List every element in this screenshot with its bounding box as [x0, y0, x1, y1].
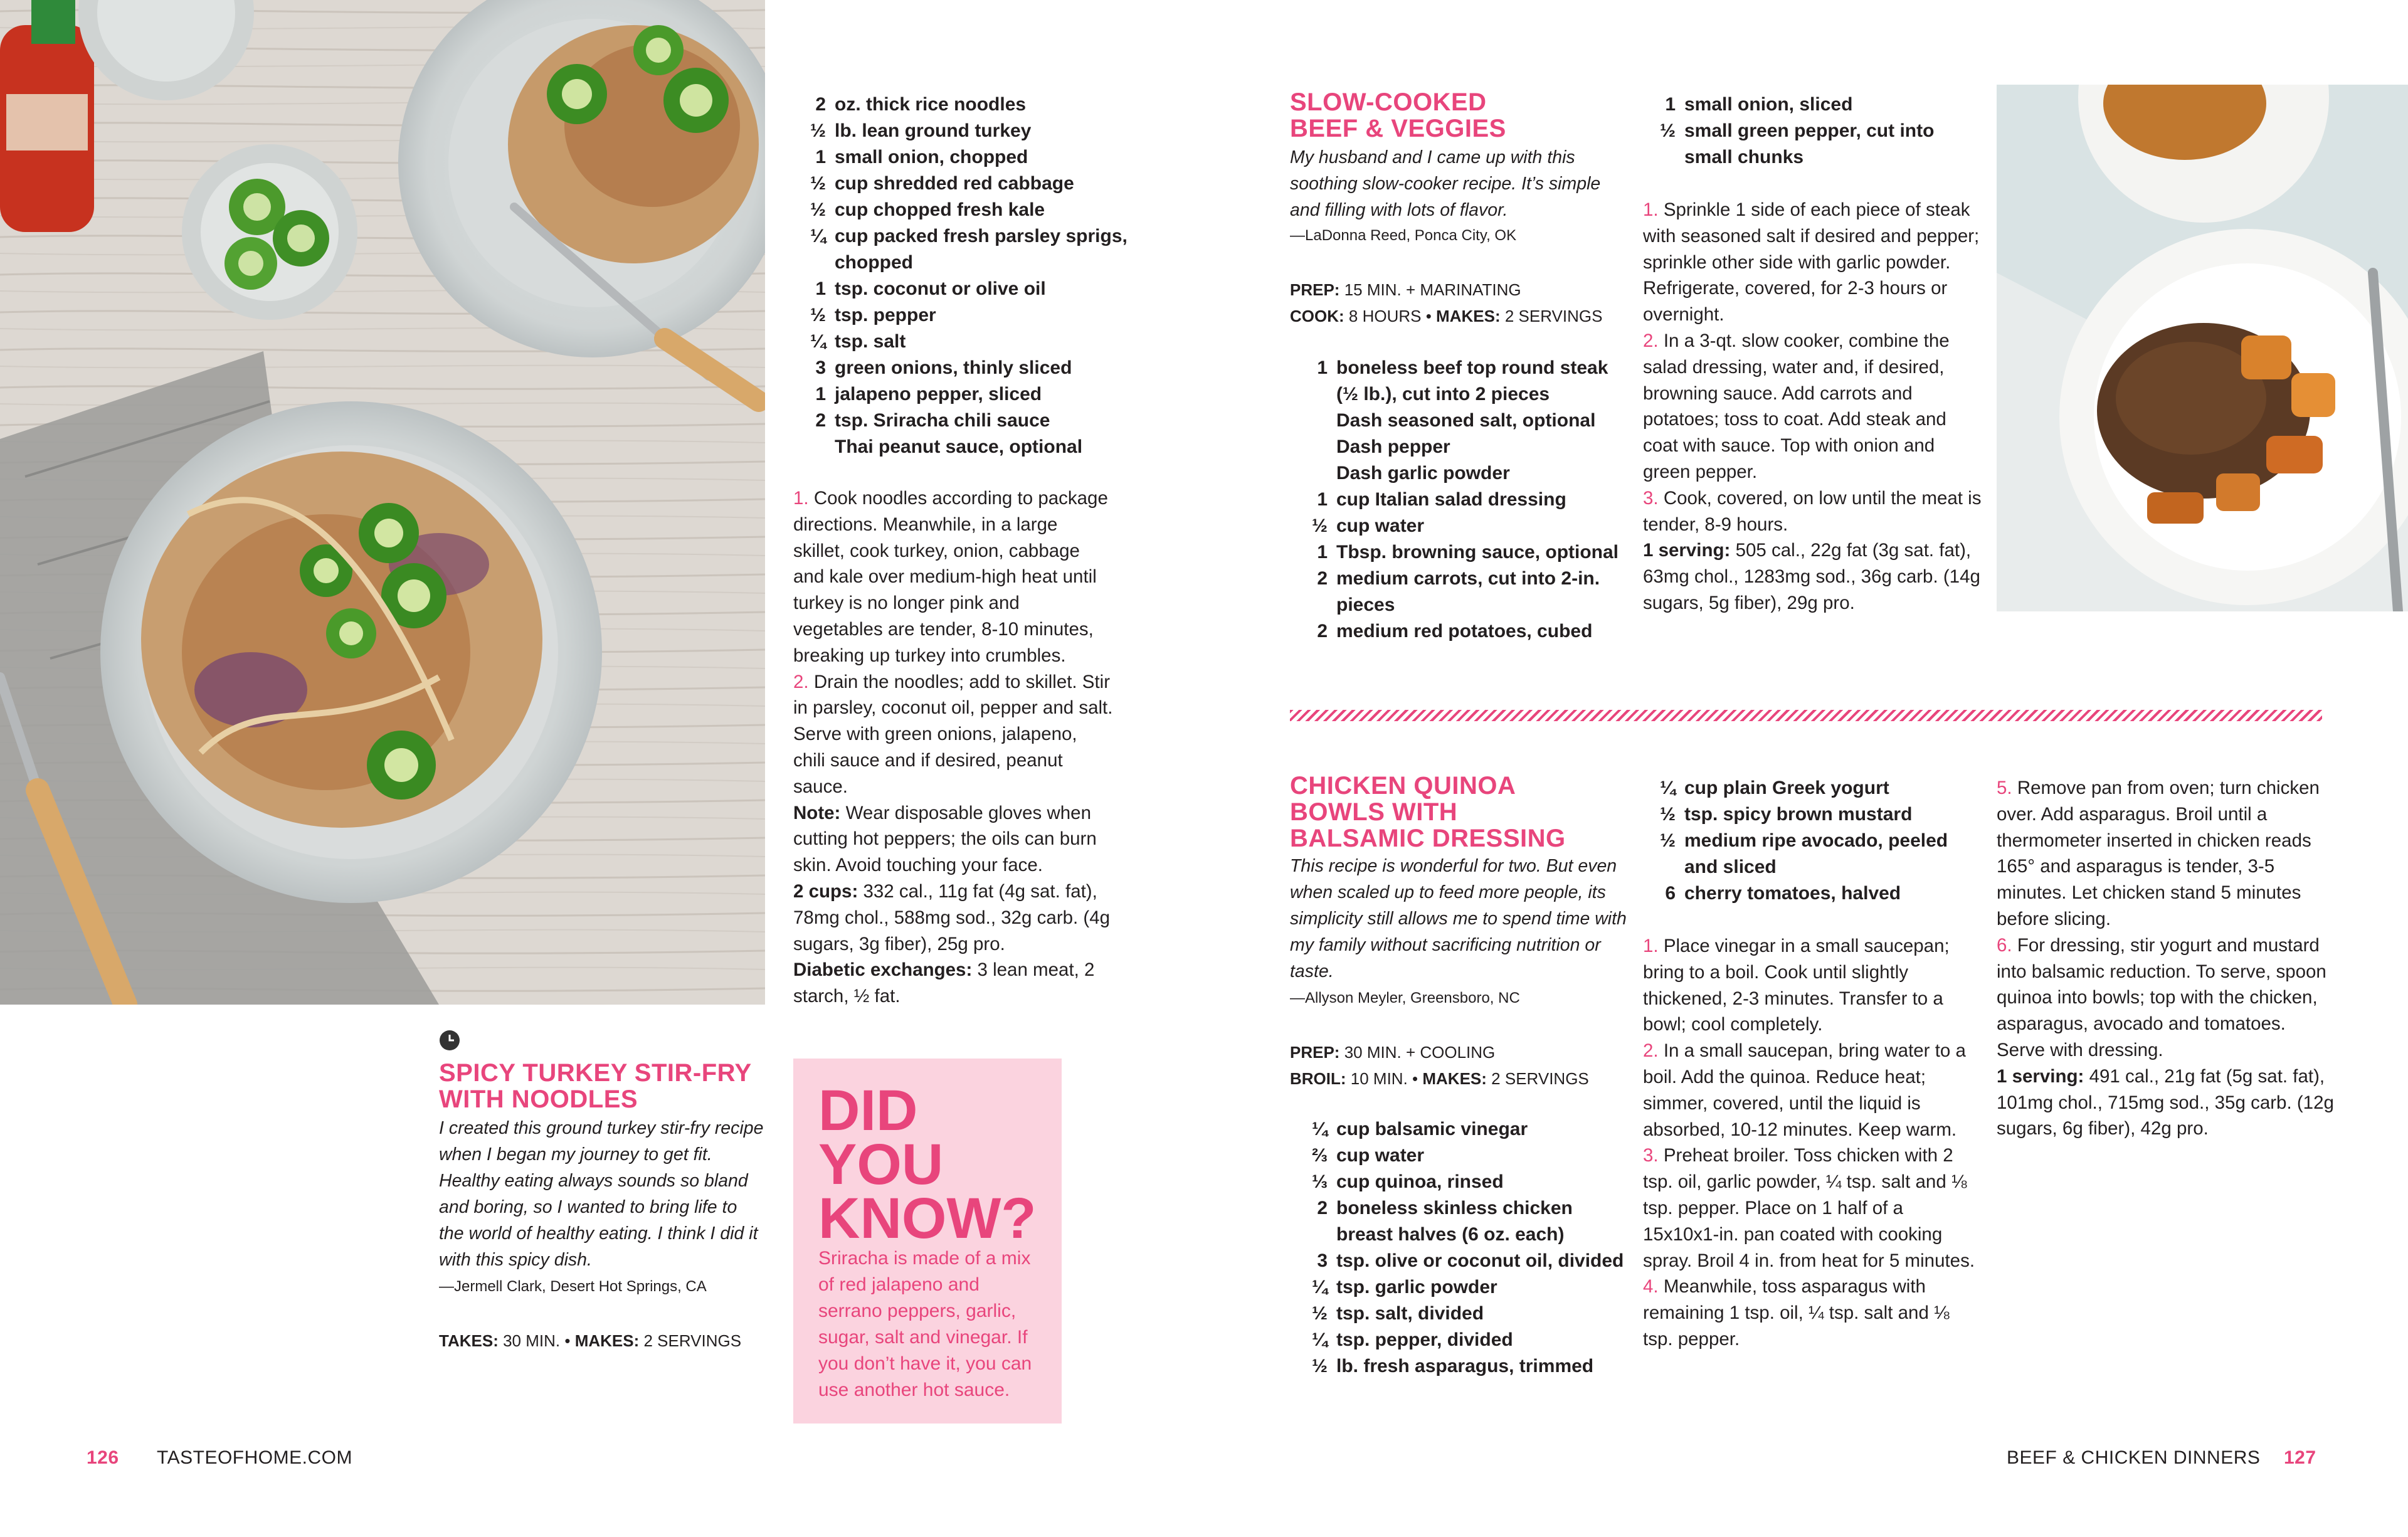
ingredient-row [1290, 1143, 1629, 1169]
ingredient-row [1643, 828, 1982, 880]
recipe3-ingredients [1290, 1116, 1629, 1380]
recipe3-ingredients-cont [1643, 775, 1982, 907]
recipe1-directions [793, 485, 1113, 1010]
ingredient-qty: 1 [1665, 94, 1676, 115]
step-text: Cook noodles according to package directions. Meanwhile, in a large skillet, cook turkey, onion, cabbage and kale over medium-high heat until turkey is no longer pink and vegetables are tender, 8-10 minutes, breaking up turkey into crumbles. [793, 488, 1108, 666]
step-text: Drain the noodles; add to skillet. Stir in parsley, coconut oil, pepper and salt. Serve with green onions, jalapeno, chili sauce and if desired, peanut sauce. [793, 671, 1113, 797]
ingredient-text: medium ripe avocado, peeled and sliced [1684, 830, 1948, 877]
ingredient-row [1290, 1195, 1629, 1248]
recipe3-directions [1643, 933, 1982, 1353]
ingredient-text: tsp. salt, divided [1336, 1303, 1484, 1324]
ingredient-text: medium red potatoes, cubed [1336, 621, 1593, 642]
step-text: Meanwhile, toss asparagus with remaining 1 tsp. oil, ¼ tsp. salt and ⅛ tsp. pepper. [1643, 1276, 1950, 1349]
ingredient-row [1290, 1327, 1629, 1353]
step-number: 2. [1643, 1040, 1664, 1062]
recipe2-directions [1643, 197, 1982, 616]
ingredient-text: cup plain Greek yogurt [1684, 778, 1889, 798]
step-number: 3. [1643, 1145, 1664, 1166]
recipe2-ingredients-cont [1643, 92, 1982, 171]
right-page-number: 127 [2284, 1447, 2316, 1468]
step-number: 6. [1997, 934, 2017, 956]
ingredient-row [1290, 566, 1629, 618]
left-site-name: TASTEOFHOME.COM [157, 1447, 352, 1468]
ingredient-qty: ⅔ [1311, 1145, 1328, 1166]
recipe2-author: —LaDonna Reed, Ponca City, OK [1290, 227, 1517, 244]
ingredient-row [1643, 880, 1982, 907]
ingredient-row [1290, 434, 1629, 460]
ingredient-qty: 2 [815, 410, 826, 431]
ingredient-text: cup Italian salad dressing [1336, 489, 1566, 510]
step-number: 2. [1643, 330, 1664, 351]
ingredient-text: boneless beef top round steak (½ lb.), cut into 2 pieces [1336, 357, 1608, 404]
ingredient-qty: ½ [810, 173, 826, 194]
ingredient-row [793, 329, 1132, 355]
ingredient-qty: ¼ [1311, 1277, 1328, 1297]
recipe2-intro: My husband and I came up with this soothing slow-cooker recipe. It’s simple and filling with lots of flavor. [1290, 147, 1601, 220]
ingredient-text: tsp. pepper [835, 305, 936, 325]
ingredient-row [1290, 1274, 1629, 1301]
recipe1-author: —Jermell Clark, Desert Hot Springs, CA [439, 1278, 707, 1295]
recipe3-title: CHICKEN QUINOA BOWLS WITH BALSAMIC DRESSING [1290, 772, 1566, 852]
step-text: For dressing, stir yogurt and mustard into balsamic reduction. To serve, spoon quinoa into bowls; top with the chicken, asparagus, avocado and tomatoes. Serve with dressing. [1997, 934, 2326, 1060]
step-text: Place vinegar in a small saucepan; bring to a boil. Cook until slightly thickened, 2-3 minutes. Transfer to a bowl; cool completely. [1643, 936, 1950, 1035]
ingredient-qty: 6 [1665, 883, 1676, 904]
ingredient-text: tsp. garlic powder [1336, 1277, 1497, 1297]
ingredient-qty: ¼ [1311, 1329, 1328, 1350]
ingredient-text: Thai peanut sauce, optional [835, 436, 1083, 457]
ingredient-text: boneless skinless chicken breast halves (6 oz. each) [1336, 1198, 1573, 1245]
ingredient-row [1290, 1353, 1629, 1380]
ingredient-row [1290, 487, 1629, 513]
ingredient-text: cup water [1336, 515, 1425, 536]
ingredient-text: Dash garlic powder [1336, 463, 1510, 483]
ingredient-text: cup quinoa, rinsed [1336, 1171, 1504, 1192]
ingredient-text: small onion, chopped [835, 147, 1028, 167]
ingredient-row [1290, 1116, 1629, 1143]
ingredient-qty: ½ [810, 199, 826, 220]
ingredient-qty [1290, 460, 1336, 487]
ingredient-row [1643, 775, 1982, 801]
recipe1-ingredients [793, 92, 1132, 460]
ingredient-row [793, 276, 1132, 302]
ingredient-text: cup chopped fresh kale [835, 199, 1045, 220]
ingredient-row [1290, 539, 1629, 566]
ingredient-text: tsp. pepper, divided [1336, 1329, 1513, 1350]
ingredient-row [793, 223, 1132, 276]
recipe1-intro: I created this ground turkey stir-fry recipe when I began my journey to get fit. Healthy eating always sounds so bland and boring, so I wanted to bring life to the world of healthy eating. I think I did it with this spicy dish. [439, 1118, 764, 1270]
ingredient-qty: 2 [1317, 621, 1328, 642]
ingredient-row [1643, 118, 1982, 171]
recipe2-nutrition: 1 serving: 505 cal., 22g fat (3g sat. fat), 63mg chol., 1283mg sod., 36g carb. (14g sugars, 5g fiber), 29g pro. [1643, 540, 1980, 613]
ingredient-qty: ½ [810, 120, 826, 141]
ingredient-text: tsp. olive or coconut oil, divided [1336, 1250, 1624, 1271]
clock-icon [439, 1030, 460, 1051]
ingredient-text: small onion, sliced [1684, 94, 1853, 115]
step-number: 2. [793, 671, 814, 692]
recipe3-nutrition: 1 serving: 491 cal., 21g fat (5g sat. fat), 101mg chol., 715mg sod., 35g carb. (12g sugars, 6g fiber), 42g pro. [1997, 1065, 2334, 1139]
ingredient-row [793, 408, 1132, 434]
ingredient-text: cup balsamic vinegar [1336, 1119, 1528, 1139]
recipe2-title: SLOW-COOKED BEEF & VEGGIES [1290, 88, 1506, 142]
ingredient-qty: ½ [810, 305, 826, 325]
ingredient-row [1290, 355, 1629, 408]
ingredient-text: tsp. coconut or olive oil [835, 278, 1046, 299]
ingredient-qty: ½ [1311, 1356, 1328, 1376]
ingredient-text: cup water [1336, 1145, 1425, 1166]
step-number: 1. [1643, 199, 1664, 220]
ingredient-text: lb. fresh asparagus, trimmed [1336, 1356, 1594, 1376]
ingredient-qty: 1 [815, 384, 826, 404]
ingredient-text: cherry tomatoes, halved [1684, 883, 1901, 904]
step-text: Sprinkle 1 side of each piece of steak with seasoned salt if desired and pepper; sprinkle other side with garlic powder. Refrigerate, covered, for 2-3 hours or overnight. [1643, 199, 1980, 325]
ingredient-text: Tbsp. browning sauce, optional [1336, 542, 1619, 563]
recipe1-nutrition: 2 cups: 332 cal., 11g fat (4g sat. fat), 78mg chol., 588mg sod., 32g carb. (4g sugars, 3g fiber), 25g pro. [793, 880, 1111, 954]
section-divider [1290, 710, 2322, 721]
recipe3-intro: This recipe is wonderful for two. But even when scaled up to feed more people, its simplicity still allows me to spend time with my family without sacrificing nutrition or taste. [1290, 856, 1627, 981]
ingredient-qty [1290, 434, 1336, 460]
step-number: 5. [1997, 778, 2017, 798]
ingredient-qty: 1 [815, 147, 826, 167]
ingredient-row [1290, 618, 1629, 645]
ingredient-qty: 2 [1317, 1198, 1328, 1218]
ingredient-qty: ⅓ [1311, 1171, 1328, 1192]
ingredient-text: tsp. Sriracha chili sauce [835, 410, 1050, 431]
ingredient-row [793, 434, 1132, 460]
ingredient-text: jalapeno pepper, sliced [835, 384, 1042, 404]
ingredient-row [1290, 1248, 1629, 1274]
ingredient-qty [1290, 408, 1336, 434]
ingredient-qty: ½ [1659, 804, 1676, 825]
recipe1-meta: TAKES: 30 MIN. • MAKES: 2 SERVINGS [439, 1331, 742, 1350]
ingredient-text: oz. thick rice noodles [835, 94, 1027, 115]
ingredient-qty: 1 [815, 278, 826, 299]
recipe1-note: Note: Wear disposable gloves when cutting hot peppers; the oils can burn skin. Avoid touching your face. [793, 802, 1097, 876]
recipe2-ingredients [1290, 355, 1629, 645]
step-number: 1. [793, 488, 814, 509]
ingredient-text: cup packed fresh parsley sprigs, chopped [835, 226, 1127, 273]
ingredient-qty: 1 [1317, 542, 1328, 563]
ingredient-text: small green pepper, cut into small chunks [1684, 120, 1935, 167]
beef-veggies-photo [1997, 85, 2408, 611]
left-page-number: 126 [87, 1447, 119, 1468]
recipe1-diabetic: Diabetic exchanges: 3 lean meat, 2 starch, ½ fat. [793, 959, 1095, 1007]
ingredient-row [793, 92, 1132, 118]
ingredient-row [1290, 460, 1629, 487]
ingredient-qty: ½ [1659, 120, 1676, 141]
step-number: 3. [1643, 487, 1664, 509]
ingredient-qty: ¼ [810, 331, 826, 352]
ingredient-text: green onions, thinly sliced [835, 357, 1072, 378]
stir-fry-illustration [0, 0, 765, 1005]
beef-veggies-illustration [1997, 85, 2408, 611]
ingredient-qty: 1 [1317, 489, 1328, 510]
ingredient-row [793, 118, 1132, 144]
recipe1-title: SPICY TURKEY STIR-FRY WITH NOODLES [439, 1059, 751, 1113]
did-you-know-text: Sriracha is made of a mix of red jalapeno and serrano peppers, garlic, sugar, salt and vinegar. If you don’t have it, you can use another hot sauce. [818, 1248, 1032, 1400]
recipe3-meta: PREP: 30 MIN. + COOLING BROIL: 10 MIN. • MAKES: 2 SERVINGS [1290, 1043, 1589, 1088]
ingredient-row [793, 381, 1132, 408]
ingredient-row [1290, 408, 1629, 434]
step-text: Cook, covered, on low until the meat is tender, 8-9 hours. [1643, 487, 1982, 535]
stir-fry-photo [0, 0, 765, 1005]
did-you-know-box [793, 1059, 1062, 1423]
ingredient-text: medium carrots, cut into 2-in. pieces [1336, 568, 1600, 615]
ingredient-row [1290, 1169, 1629, 1195]
ingredient-text: Dash pepper [1336, 436, 1450, 457]
ingredient-qty: ½ [1311, 515, 1328, 536]
ingredient-qty: ¼ [810, 226, 826, 246]
ingredient-row [1290, 513, 1629, 539]
step-text: Preheat broiler. Toss chicken with 2 tsp. oil, garlic powder, ¼ tsp. salt and ⅛ tsp. pepper. Place on 1 half of a 15x10x1-in. pan coated with cooking spray. Broil 4 in. from heat for 5 minutes. [1643, 1145, 1975, 1271]
step-number: 4. [1643, 1276, 1664, 1297]
ingredient-qty: ¼ [1311, 1119, 1328, 1139]
recipe3-directions-cont [1997, 775, 2335, 1142]
ingredient-text: tsp. spicy brown mustard [1684, 804, 1913, 825]
ingredient-row [793, 197, 1132, 223]
ingredient-qty: 3 [1317, 1250, 1328, 1271]
ingredient-text: Dash seasoned salt, optional [1336, 410, 1596, 431]
step-text: In a 3-qt. slow cooker, combine the salad dressing, water and, if desired, browning sauce. Add carrots and potatoes; toss to coat. Add steak and coat with sauce. Top with onion and green pepper. [1643, 330, 1950, 482]
ingredient-row [1643, 801, 1982, 828]
ingredient-text: cup shredded red cabbage [835, 173, 1074, 194]
ingredient-row [793, 302, 1132, 329]
ingredient-row [1290, 1301, 1629, 1327]
ingredient-text: tsp. salt [835, 331, 906, 352]
ingredient-row [793, 144, 1132, 171]
ingredient-text: lb. lean ground turkey [835, 120, 1032, 141]
ingredient-qty: 1 [1317, 357, 1328, 378]
recipe2-meta: PREP: 15 MIN. + MARINATING COOK: 8 HOURS • MAKES: 2 SERVINGS [1290, 280, 1603, 325]
ingredient-qty: 2 [815, 94, 826, 115]
ingredient-row [1643, 92, 1982, 118]
ingredient-qty: ½ [1311, 1303, 1328, 1324]
step-text: Remove pan from oven; turn chicken over. Add asparagus. Broil until a thermometer inserted in chicken reads 165° and asparagus is tender, 3-5 minutes. Let chicken stand 5 minutes before slicing. [1997, 778, 2320, 929]
did-you-know-heading: DID YOU KNOW? [818, 1079, 1037, 1250]
ingredient-qty: ¼ [1659, 778, 1676, 798]
step-number: 1. [1643, 936, 1664, 956]
ingredient-qty [793, 434, 835, 460]
step-text: In a small saucepan, bring water to a boil. Add the quinoa. Reduce heat; simmer, covered, until the liquid is absorbed, 10-12 minutes. Keep warm. [1643, 1040, 1966, 1140]
right-section-name: BEEF & CHICKEN DINNERS [2007, 1447, 2261, 1468]
ingredient-row [793, 171, 1132, 197]
ingredient-qty: ½ [1659, 830, 1676, 851]
recipe3-author: —Allyson Meyler, Greensboro, NC [1290, 990, 1520, 1006]
ingredient-qty: 3 [815, 357, 826, 378]
ingredient-qty: 2 [1317, 568, 1328, 589]
ingredient-row [793, 355, 1132, 381]
